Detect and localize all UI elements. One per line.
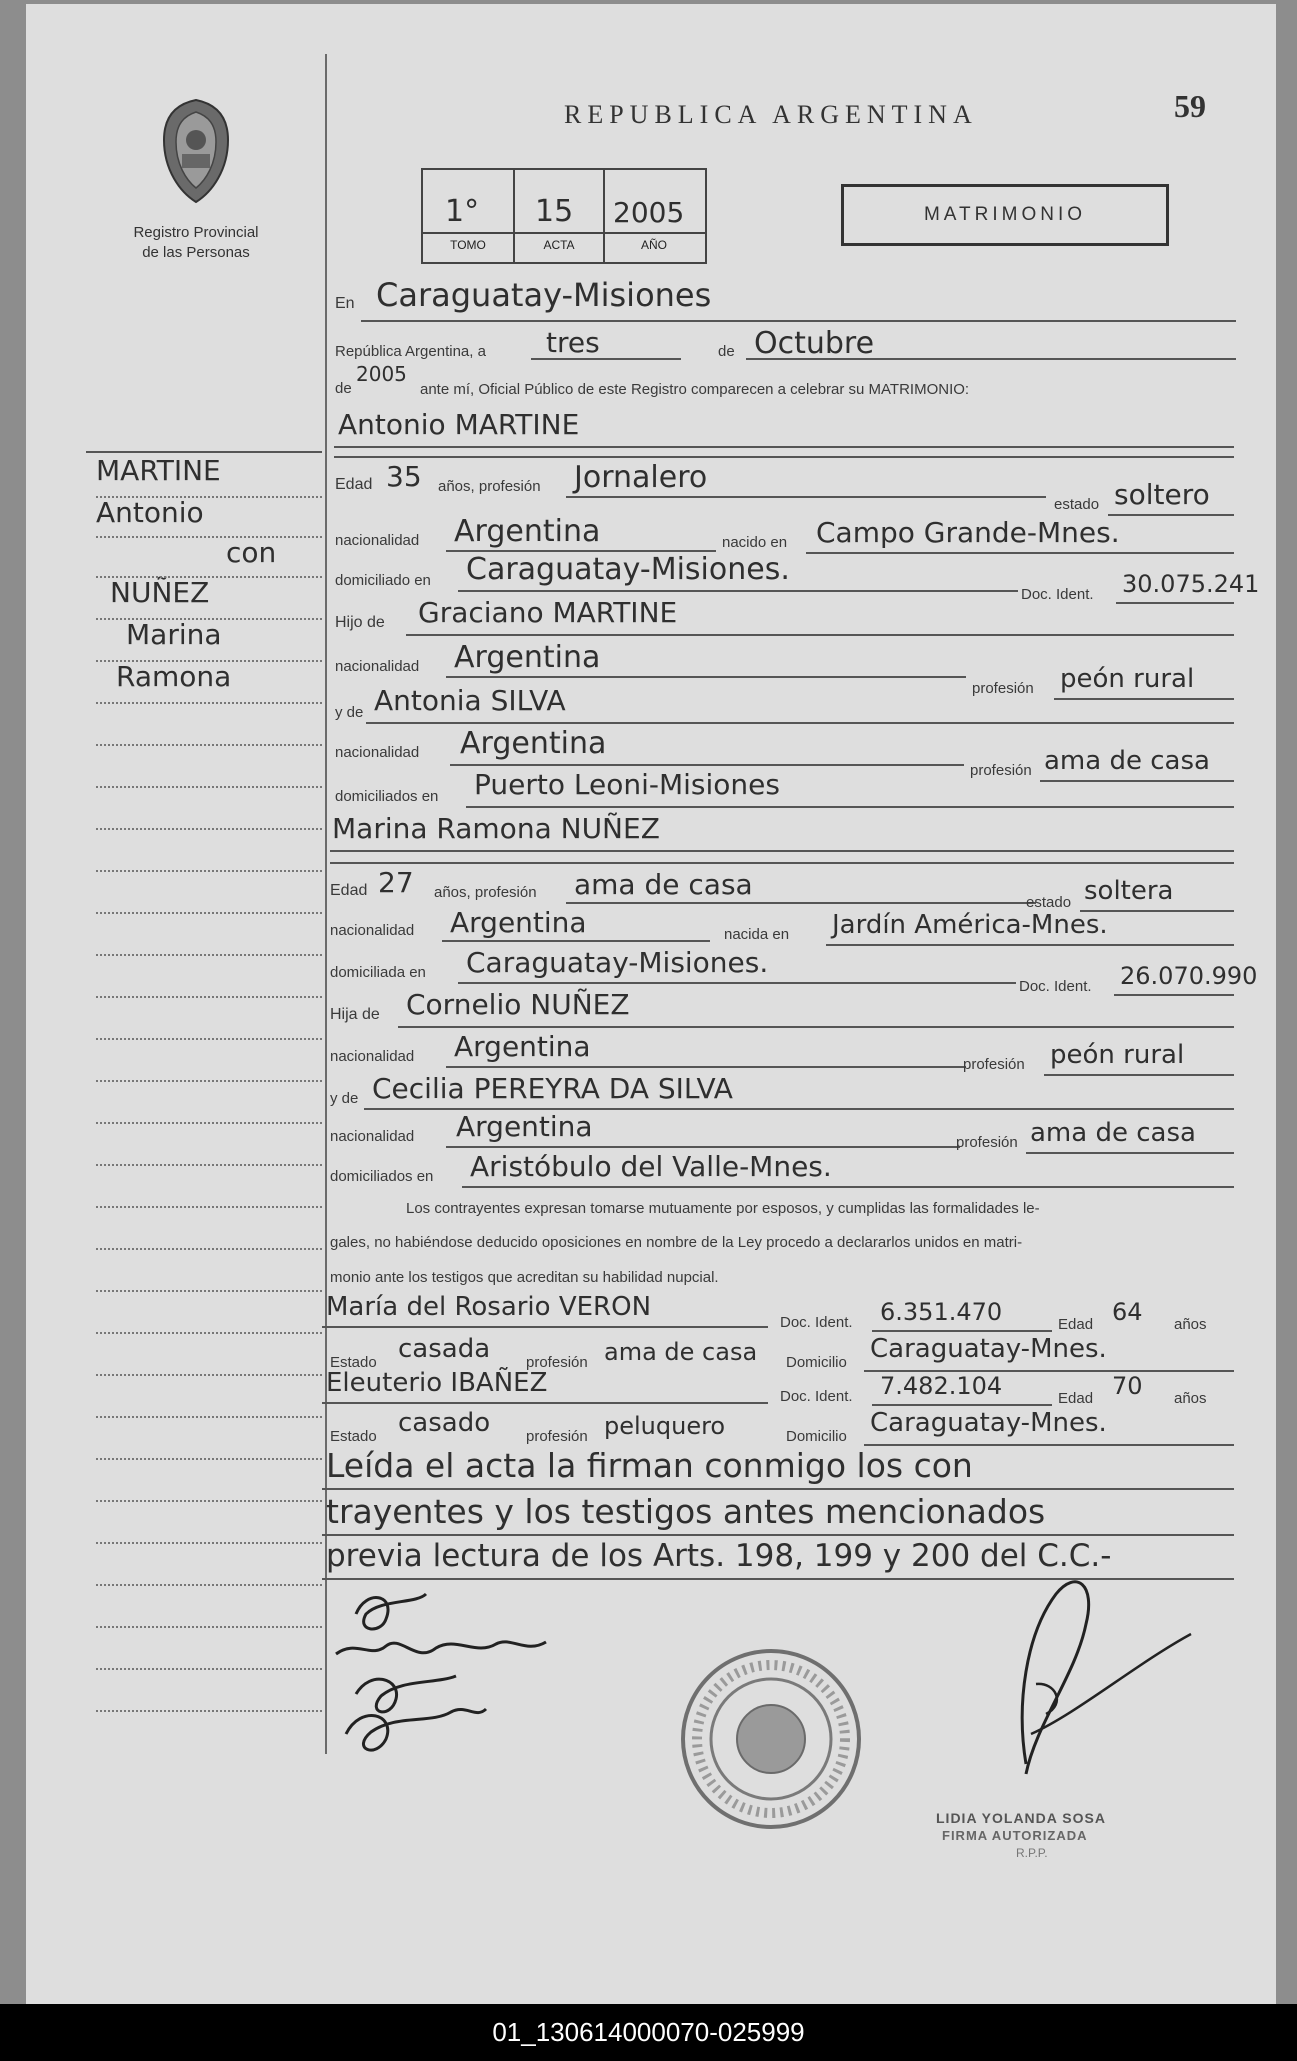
registry-name-line1: Registro Provincial (133, 224, 259, 241)
groom-mother-nationality: Argentina (460, 726, 607, 761)
bride-profession: ama de casa (574, 868, 753, 901)
en-label: En (335, 295, 355, 312)
groom-age: 35 (386, 460, 422, 493)
acta-value: 15 (535, 194, 574, 229)
registry-name-line2: de las Personas (142, 244, 250, 261)
document-page (26, 4, 1276, 2004)
margin-note-line: Marina (126, 618, 222, 651)
bride-mother-prof-label: profesión (956, 1134, 1018, 1151)
margin-note (86, 444, 322, 1744)
groom-yde-label: y de (335, 704, 364, 721)
witness2-edad-label: Edad (1058, 1390, 1094, 1407)
witness2-doc: 7.482.104 (880, 1372, 1003, 1400)
groom-edad-label: Edad (335, 476, 373, 493)
groom-profesion-label: años, profesión (438, 478, 541, 495)
intro-statement: ante mí, Oficial Público de este Registro comparecen a celebrar su MATRIMONIO: (420, 381, 970, 398)
witness1-age: 64 (1112, 1298, 1143, 1326)
groom-mother-profession: ama de casa (1044, 746, 1210, 776)
closing-line2: trayentes y los testigos antes mencionados (326, 1492, 1046, 1531)
margin-note-line: Antonio (96, 496, 204, 529)
declaration-line2: gales, no habiéndose deducido oposiciones en nombre de la Ley procedo a declararlos unidos en matri- (330, 1234, 1023, 1251)
bride-father-profession: peón rural (1050, 1040, 1185, 1070)
republica-label: República Argentina, a (335, 343, 486, 360)
witness1-profesion-label: profesión (526, 1354, 588, 1371)
record-type-label: MATRIMONIO (923, 204, 1087, 225)
groom-profession: Jornalero (574, 460, 708, 495)
bride-mother-nat-label: nacionalidad (330, 1128, 415, 1145)
witness2-anios-label: años (1174, 1390, 1207, 1407)
groom-mother-nat-label: nacionalidad (335, 744, 420, 761)
groom-nacido-label: nacido en (722, 534, 788, 551)
record-id-box (421, 168, 707, 264)
groom-parents-domicile: Puerto Leoni-Misiones (474, 768, 780, 801)
bride-birthplace: Jardín América-Mnes. (832, 910, 1108, 940)
image-id-footer (0, 2004, 1297, 2061)
official-name: LIDIA YOLANDA SOSA (936, 1810, 1106, 1826)
witness1-doc-label: Doc. Ident. (780, 1314, 853, 1331)
witness2-profesion-label: profesión (526, 1428, 588, 1445)
bride-doc: 26.070.990 (1120, 962, 1258, 990)
witness2-profession: peluquero (604, 1412, 726, 1440)
signatures-scribble (326, 1584, 586, 1774)
bride-yde-label: y de (330, 1090, 359, 1107)
groom-father-nat-label: nacionalidad (335, 658, 420, 675)
intro-day: tres (546, 326, 600, 359)
closing-line3: previa lectura de los Arts. 198, 199 y 200 del C.C.- (326, 1538, 1112, 1574)
groom-mother-prof-label: profesión (970, 762, 1032, 779)
witness1-civil-status: casada (398, 1334, 491, 1364)
bride-father-nat-label: nacionalidad (330, 1048, 415, 1065)
margin-note-line: NUÑEZ (110, 576, 210, 609)
witness2-name: Eleuterio IBAÑEZ (326, 1368, 548, 1398)
groom-doc-label: Doc. Ident. (1021, 586, 1094, 603)
witness1-profession: ama de casa (604, 1338, 758, 1366)
witness1-name: María del Rosario VERON (326, 1292, 652, 1322)
groom-doc: 30.075.241 (1122, 570, 1260, 598)
bride-estado-label: estado (1026, 894, 1072, 911)
anio-label: AÑO (640, 238, 667, 252)
month-de-label: de (718, 343, 735, 360)
declaration-line3: monio ante los testigos que acreditan su habilidad nupcial. (330, 1269, 719, 1286)
country-title: REPUBLICA ARGENTINA (564, 100, 978, 129)
groom-mother: Antonia SILVA (374, 684, 566, 717)
groom-domicile: Caraguatay-Misiones. (466, 552, 790, 587)
margin-note-line: MARTINE (96, 454, 221, 487)
bride-profesion-label: años, profesión (434, 884, 537, 901)
record-type-box (841, 184, 1169, 246)
tomo-value: 1° (445, 194, 480, 229)
margin-note-line: Ramona (116, 660, 232, 693)
coat-of-arms-icon (156, 96, 236, 208)
groom-father: Graciano MARTINE (418, 596, 678, 629)
margin-note-line: con (226, 536, 277, 569)
bride-civil-status: soltera (1084, 876, 1174, 906)
bride-age: 27 (378, 866, 414, 899)
bride-father-nationality: Argentina (454, 1030, 591, 1063)
official-signature (986, 1564, 1226, 1804)
witness2-domicilio-label: Domicilio (786, 1428, 847, 1445)
bride-mother: Cecilia PEREYRA DA SILVA (372, 1072, 733, 1105)
witness1-domicile: Caraguatay-Mnes. (870, 1334, 1107, 1364)
intro-year: 2005 (356, 362, 407, 386)
official-initials: R.P.P. (1016, 1846, 1048, 1860)
groom-hijo-label: Hijo de (335, 614, 385, 631)
bride-father: Cornelio NUÑEZ (406, 988, 630, 1021)
bride-nationality: Argentina (450, 906, 587, 939)
bride-father-prof-label: profesión (963, 1056, 1025, 1073)
acta-label: ACTA (543, 238, 575, 252)
declaration-line1: Los contrayentes expresan tomarse mutuamente por esposos, y cumplidas las formalidades le- (406, 1200, 1040, 1217)
witness2-domicile: Caraguatay-Mnes. (870, 1408, 1107, 1438)
groom-domiciliado-label: domiciliado en (335, 572, 431, 589)
witness2-civil-status: casado (398, 1408, 491, 1438)
bride-domiciliada-label: domiciliada en (330, 964, 426, 981)
page-number: 59 (1174, 88, 1206, 124)
bride-doc-label: Doc. Ident. (1019, 978, 1092, 995)
groom-nationality: Argentina (454, 514, 601, 549)
bride-edad-label: Edad (330, 882, 368, 899)
bride-name: Marina Ramona NUÑEZ (332, 812, 660, 845)
groom-father-nationality: Argentina (454, 640, 601, 675)
witness2-doc-label: Doc. Ident. (780, 1388, 853, 1405)
groom-nacionalidad-label: nacionalidad (335, 532, 420, 549)
witness1-domicilio-label: Domicilio (786, 1354, 847, 1371)
anio-value: 2005 (613, 196, 685, 229)
official-title: FIRMA AUTORIZADA (942, 1828, 1088, 1843)
groom-name: Antonio MARTINE (338, 408, 580, 441)
groom-civil-status: soltero (1114, 478, 1210, 511)
bride-nacionalidad-label: nacionalidad (330, 922, 415, 939)
image-id-label: 01_130614000070-025999 (492, 2017, 805, 2047)
groom-father-profession: peón rural (1060, 664, 1195, 694)
bride-parents-dom-label: domiciliados en (330, 1168, 434, 1185)
bride-domicile: Caraguatay-Misiones. (466, 946, 769, 979)
bride-nacida-label: nacida en (724, 926, 790, 943)
year-de-label: de (335, 380, 352, 397)
tomo-label: TOMO (450, 238, 486, 252)
witness1-estado-label: Estado (330, 1354, 377, 1371)
intro-month: Octubre (754, 326, 875, 361)
groom-father-prof-label: profesión (972, 680, 1034, 697)
bride-hija-label: Hija de (330, 1006, 380, 1023)
bride-mother-nationality: Argentina (456, 1110, 593, 1143)
witness1-doc: 6.351.470 (880, 1298, 1003, 1326)
official-stamp-icon (676, 1644, 866, 1834)
intro-place: Caraguatay-Misiones (376, 276, 712, 314)
bride-parents-domicile: Aristóbulo del Valle-Mnes. (470, 1150, 832, 1183)
groom-birthplace: Campo Grande-Mnes. (816, 516, 1120, 549)
witness1-edad-label: Edad (1058, 1316, 1094, 1333)
groom-parents-dom-label: domiciliados en (335, 788, 439, 805)
closing-line1: Leída el acta la firman conmigo los con (326, 1446, 973, 1485)
witness2-age: 70 (1112, 1372, 1143, 1400)
witness1-anios-label: años (1174, 1316, 1207, 1333)
groom-estado-label: estado (1054, 496, 1100, 513)
witness2-estado-label: Estado (330, 1428, 377, 1445)
bride-mother-profession: ama de casa (1030, 1118, 1196, 1148)
